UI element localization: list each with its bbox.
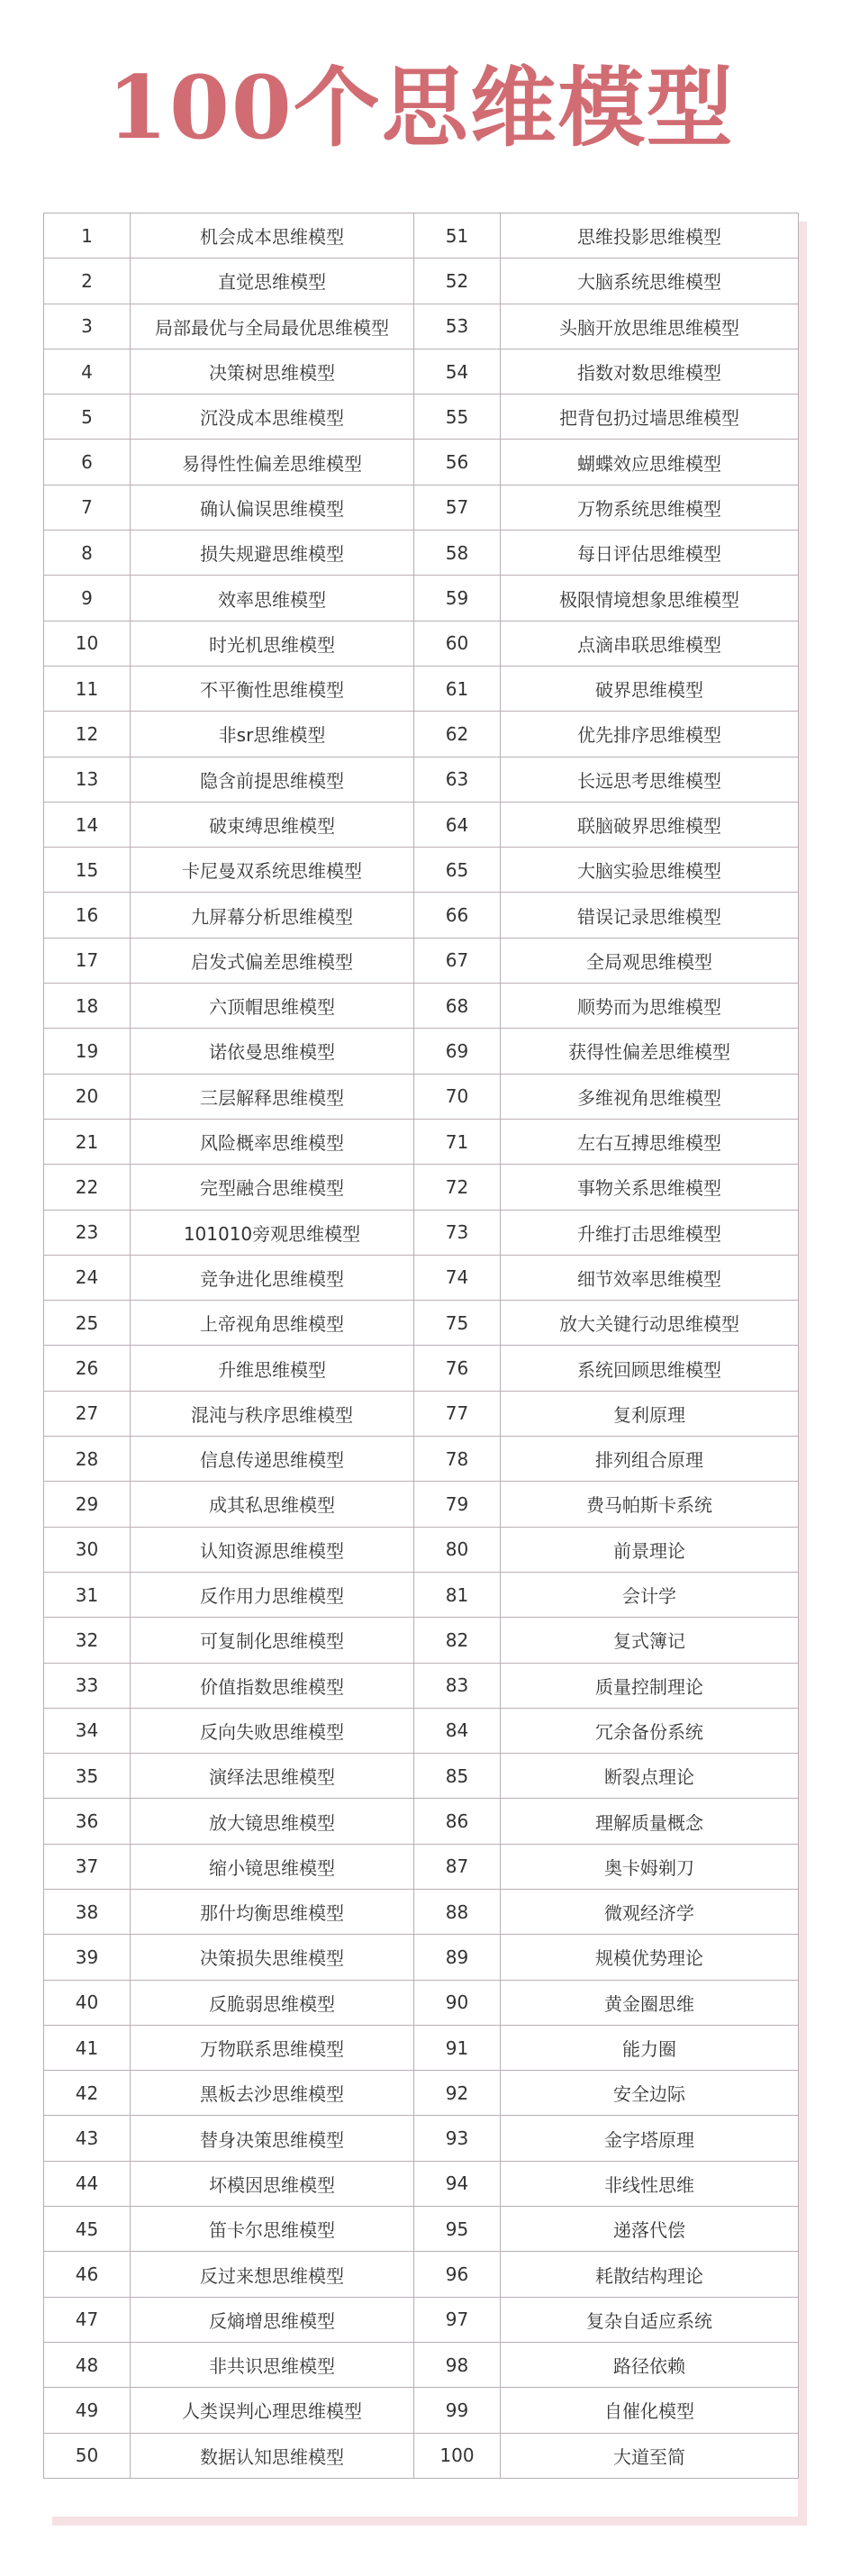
table-row bbox=[44, 1165, 799, 1210]
model-number-right: 74 bbox=[414, 1255, 501, 1300]
model-number-right: 82 bbox=[414, 1618, 501, 1663]
model-name-right: 耗散结构理论 bbox=[501, 2252, 799, 2297]
model-number-left: 50 bbox=[44, 2433, 131, 2478]
model-name-right: 规模优势理论 bbox=[501, 1935, 799, 1980]
model-name-right: 长远思考思维模型 bbox=[501, 757, 799, 802]
table-row bbox=[44, 1935, 799, 1980]
model-number-left: 19 bbox=[44, 1029, 131, 1074]
model-number-left: 6 bbox=[44, 440, 131, 485]
table-row bbox=[44, 1119, 799, 1164]
table-row bbox=[44, 2161, 799, 2206]
table-row bbox=[44, 1029, 799, 1074]
model-name-right: 点滴串联思维模型 bbox=[501, 621, 799, 666]
model-name-right: 黄金圈思维 bbox=[501, 1980, 799, 2025]
model-number-left: 48 bbox=[44, 2342, 131, 2387]
model-number-left: 16 bbox=[44, 893, 131, 938]
model-name-right: 事物关系思维模型 bbox=[501, 1165, 799, 1210]
model-name-left: 九屏幕分析思维模型 bbox=[131, 893, 414, 938]
table-row bbox=[44, 1437, 799, 1482]
model-name-left: 坏模因思维模型 bbox=[131, 2161, 414, 2206]
model-number-left: 42 bbox=[44, 2071, 131, 2116]
model-name-left: 效率思维模型 bbox=[131, 576, 414, 621]
model-number-right: 52 bbox=[414, 259, 501, 304]
model-number-right: 58 bbox=[414, 531, 501, 576]
model-name-right: 破界思维模型 bbox=[501, 666, 799, 711]
model-name-right: 把背包扔过墙思维模型 bbox=[501, 395, 799, 440]
model-name-left: 非sr思维模型 bbox=[131, 712, 414, 757]
page-title: 100个思维模型 bbox=[107, 57, 735, 159]
model-name-right: 非线性思维 bbox=[501, 2161, 799, 2206]
model-name-left: 三层解释思维模型 bbox=[131, 1074, 414, 1119]
model-name-left: 反脆弱思维模型 bbox=[131, 1980, 414, 2025]
table-row bbox=[44, 259, 799, 304]
model-name-left: 诺依曼思维模型 bbox=[131, 1029, 414, 1074]
model-name-right: 左右互搏思维模型 bbox=[501, 1119, 799, 1164]
model-number-right: 81 bbox=[414, 1572, 501, 1617]
model-number-left: 30 bbox=[44, 1527, 131, 1572]
table-row bbox=[44, 1980, 799, 2025]
model-number-right: 83 bbox=[414, 1663, 501, 1708]
model-name-left: 黑板去沙思维模型 bbox=[131, 2071, 414, 2116]
model-name-right: 系统回顾思维模型 bbox=[501, 1346, 799, 1391]
model-number-right: 55 bbox=[414, 395, 501, 440]
model-name-left: 万物联系思维模型 bbox=[131, 2025, 414, 2070]
model-number-left: 39 bbox=[44, 1935, 131, 1980]
table-row bbox=[44, 938, 799, 983]
table-row bbox=[44, 576, 799, 621]
model-name-right: 安全边际 bbox=[501, 2071, 799, 2116]
model-number-right: 98 bbox=[414, 2342, 501, 2387]
model-name-right: 微观经济学 bbox=[501, 1889, 799, 1934]
model-name-right: 优先排序思维模型 bbox=[501, 712, 799, 757]
model-name-left: 人类误判心理思维模型 bbox=[131, 2388, 414, 2433]
model-number-left: 17 bbox=[44, 938, 131, 983]
model-name-left: 升维思维模型 bbox=[131, 1346, 414, 1391]
model-number-right: 93 bbox=[414, 2116, 501, 2161]
table-row bbox=[44, 1074, 799, 1119]
model-number-left: 27 bbox=[44, 1391, 131, 1436]
model-name-right: 费马帕斯卡系统 bbox=[501, 1482, 799, 1527]
table-row bbox=[44, 1346, 799, 1391]
model-name-left: 反过来想思维模型 bbox=[131, 2252, 414, 2297]
model-number-left: 32 bbox=[44, 1618, 131, 1663]
model-name-left: 局部最优与全局最优思维模型 bbox=[131, 304, 414, 349]
model-number-left: 3 bbox=[44, 304, 131, 349]
table-row bbox=[44, 1754, 799, 1799]
model-number-left: 45 bbox=[44, 2207, 131, 2252]
model-number-right: 99 bbox=[414, 2388, 501, 2433]
table-row bbox=[44, 1482, 799, 1527]
model-name-right: 自催化模型 bbox=[501, 2388, 799, 2433]
model-name-right: 理解质量概念 bbox=[501, 1799, 799, 1844]
model-number-right: 85 bbox=[414, 1754, 501, 1799]
table-row bbox=[44, 213, 799, 259]
model-number-right: 68 bbox=[414, 984, 501, 1029]
model-number-left: 9 bbox=[44, 576, 131, 621]
model-number-left: 23 bbox=[44, 1210, 131, 1255]
model-name-right: 大脑实验思维模型 bbox=[501, 848, 799, 893]
model-name-left: 非共识思维模型 bbox=[131, 2342, 414, 2387]
model-number-left: 1 bbox=[44, 213, 131, 259]
table-row bbox=[44, 712, 799, 757]
model-number-left: 13 bbox=[44, 757, 131, 802]
model-name-left: 不平衡性思维模型 bbox=[131, 666, 414, 711]
model-number-left: 7 bbox=[44, 485, 131, 530]
model-number-right: 62 bbox=[414, 712, 501, 757]
table-row bbox=[44, 621, 799, 666]
table-row bbox=[44, 1663, 799, 1708]
model-number-left: 35 bbox=[44, 1754, 131, 1799]
model-number-left: 24 bbox=[44, 1255, 131, 1300]
model-name-right: 前景理论 bbox=[501, 1527, 799, 1572]
models-card bbox=[43, 213, 798, 2517]
model-number-left: 47 bbox=[44, 2297, 131, 2342]
model-number-right: 97 bbox=[414, 2297, 501, 2342]
model-number-right: 56 bbox=[414, 440, 501, 485]
table-row bbox=[44, 893, 799, 938]
model-name-right: 多维视角思维模型 bbox=[501, 1074, 799, 1119]
model-number-right: 88 bbox=[414, 1889, 501, 1934]
model-number-right: 87 bbox=[414, 1844, 501, 1889]
model-number-right: 90 bbox=[414, 1980, 501, 2025]
model-name-left: 混沌与秩序思维模型 bbox=[131, 1391, 414, 1436]
model-number-right: 92 bbox=[414, 2071, 501, 2116]
table-row bbox=[44, 2207, 799, 2252]
table-row bbox=[44, 304, 799, 349]
model-number-left: 11 bbox=[44, 666, 131, 711]
model-number-right: 80 bbox=[414, 1527, 501, 1572]
model-name-left: 易得性性偏差思维模型 bbox=[131, 440, 414, 485]
model-name-left: 缩小镜思维模型 bbox=[131, 1844, 414, 1889]
model-name-right: 路径依赖 bbox=[501, 2342, 799, 2387]
model-number-right: 61 bbox=[414, 666, 501, 711]
model-number-left: 12 bbox=[44, 712, 131, 757]
table-row bbox=[44, 440, 799, 485]
model-name-left: 破束缚思维模型 bbox=[131, 802, 414, 847]
model-name-left: 隐含前提思维模型 bbox=[131, 757, 414, 802]
model-number-right: 100 bbox=[414, 2433, 501, 2478]
model-name-left: 演绎法思维模型 bbox=[131, 1754, 414, 1799]
table-row bbox=[44, 1618, 799, 1663]
model-name-right: 复式簿记 bbox=[501, 1618, 799, 1663]
table-row bbox=[44, 1889, 799, 1934]
table-row bbox=[44, 2342, 799, 2387]
model-name-right: 奥卡姆剃刀 bbox=[501, 1844, 799, 1889]
model-number-right: 75 bbox=[414, 1301, 501, 1346]
table-row bbox=[44, 2297, 799, 2342]
model-name-right: 思维投影思维模型 bbox=[501, 213, 799, 259]
model-name-left: 机会成本思维模型 bbox=[131, 213, 414, 259]
model-number-left: 33 bbox=[44, 1663, 131, 1708]
table-row bbox=[44, 1301, 799, 1346]
table-row bbox=[44, 1391, 799, 1436]
model-number-left: 36 bbox=[44, 1799, 131, 1844]
model-number-left: 38 bbox=[44, 1889, 131, 1934]
model-number-left: 18 bbox=[44, 984, 131, 1029]
model-name-right: 万物系统思维模型 bbox=[501, 485, 799, 530]
table-row bbox=[44, 1527, 799, 1572]
model-name-right: 极限情境想象思维模型 bbox=[501, 576, 799, 621]
model-number-right: 64 bbox=[414, 802, 501, 847]
model-name-left: 损失规避思维模型 bbox=[131, 531, 414, 576]
table-row bbox=[44, 531, 799, 576]
model-number-left: 20 bbox=[44, 1074, 131, 1119]
table-row bbox=[44, 349, 799, 394]
model-number-right: 96 bbox=[414, 2252, 501, 2297]
model-number-right: 78 bbox=[414, 1437, 501, 1482]
model-name-left: 决策损失思维模型 bbox=[131, 1935, 414, 1980]
table-row bbox=[44, 2433, 799, 2478]
model-name-left: 完型融合思维模型 bbox=[131, 1165, 414, 1210]
model-number-right: 79 bbox=[414, 1482, 501, 1527]
model-number-left: 10 bbox=[44, 621, 131, 666]
model-name-right: 升维打击思维模型 bbox=[501, 1210, 799, 1255]
model-name-right: 指数对数思维模型 bbox=[501, 349, 799, 394]
model-name-right: 联脑破界思维模型 bbox=[501, 802, 799, 847]
model-number-right: 65 bbox=[414, 848, 501, 893]
model-name-right: 大道至简 bbox=[501, 2433, 799, 2478]
table-row bbox=[44, 485, 799, 530]
model-number-right: 73 bbox=[414, 1210, 501, 1255]
table-row bbox=[44, 802, 799, 847]
model-name-left: 信息传递思维模型 bbox=[131, 1437, 414, 1482]
model-name-right: 全局观思维模型 bbox=[501, 938, 799, 983]
model-name-left: 时光机思维模型 bbox=[131, 621, 414, 666]
model-number-right: 86 bbox=[414, 1799, 501, 1844]
model-name-right: 放大关键行动思维模型 bbox=[501, 1301, 799, 1346]
model-number-right: 60 bbox=[414, 621, 501, 666]
table-row bbox=[44, 1799, 799, 1844]
model-number-left: 44 bbox=[44, 2161, 131, 2206]
model-name-left: 可复制化思维模型 bbox=[131, 1618, 414, 1663]
model-number-right: 91 bbox=[414, 2025, 501, 2070]
table-row bbox=[44, 2071, 799, 2116]
model-number-left: 22 bbox=[44, 1165, 131, 1210]
model-number-left: 37 bbox=[44, 1844, 131, 1889]
table-row bbox=[44, 1708, 799, 1753]
model-name-left: 数据认知思维模型 bbox=[131, 2433, 414, 2478]
model-name-left: 沉没成本思维模型 bbox=[131, 395, 414, 440]
model-number-right: 51 bbox=[414, 213, 501, 259]
model-number-left: 43 bbox=[44, 2116, 131, 2161]
model-number-left: 40 bbox=[44, 1980, 131, 2025]
model-name-right: 每日评估思维模型 bbox=[501, 531, 799, 576]
model-name-right: 质量控制理论 bbox=[501, 1663, 799, 1708]
model-number-right: 67 bbox=[414, 938, 501, 983]
table-row bbox=[44, 1844, 799, 1889]
table-row bbox=[44, 395, 799, 440]
model-name-left: 替身决策思维模型 bbox=[131, 2116, 414, 2161]
model-number-right: 71 bbox=[414, 1119, 501, 1164]
model-name-left: 竞争进化思维模型 bbox=[131, 1255, 414, 1300]
model-number-left: 8 bbox=[44, 531, 131, 576]
model-number-right: 70 bbox=[414, 1074, 501, 1119]
model-name-left: 反熵增思维模型 bbox=[131, 2297, 414, 2342]
model-number-right: 95 bbox=[414, 2207, 501, 2252]
model-number-left: 34 bbox=[44, 1708, 131, 1753]
model-name-left: 认知资源思维模型 bbox=[131, 1527, 414, 1572]
table-row bbox=[44, 1210, 799, 1255]
model-number-left: 2 bbox=[44, 259, 131, 304]
model-name-left: 成其私思维模型 bbox=[131, 1482, 414, 1527]
model-name-left: 启发式偏差思维模型 bbox=[131, 938, 414, 983]
model-number-right: 57 bbox=[414, 485, 501, 530]
model-number-right: 77 bbox=[414, 1391, 501, 1436]
table-row bbox=[44, 1572, 799, 1617]
model-number-right: 76 bbox=[414, 1346, 501, 1391]
model-name-right: 复利原理 bbox=[501, 1391, 799, 1436]
model-name-right: 复杂自适应系统 bbox=[501, 2297, 799, 2342]
model-name-right: 冗余备份系统 bbox=[501, 1708, 799, 1753]
model-name-right: 能力圈 bbox=[501, 2025, 799, 2070]
table-row bbox=[44, 2252, 799, 2297]
model-number-right: 54 bbox=[414, 349, 501, 394]
model-number-right: 63 bbox=[414, 757, 501, 802]
model-name-right: 细节效率思维模型 bbox=[501, 1255, 799, 1300]
model-name-left: 风险概率思维模型 bbox=[131, 1119, 414, 1164]
table-row bbox=[44, 2388, 799, 2433]
model-number-left: 26 bbox=[44, 1346, 131, 1391]
model-number-left: 28 bbox=[44, 1437, 131, 1482]
model-number-left: 15 bbox=[44, 848, 131, 893]
model-number-left: 29 bbox=[44, 1482, 131, 1527]
table-row bbox=[44, 848, 799, 893]
model-name-right: 断裂点理论 bbox=[501, 1754, 799, 1799]
model-name-left: 直觉思维模型 bbox=[131, 259, 414, 304]
table-row bbox=[44, 984, 799, 1029]
model-number-right: 59 bbox=[414, 576, 501, 621]
model-number-right: 72 bbox=[414, 1165, 501, 1210]
model-number-right: 84 bbox=[414, 1708, 501, 1753]
model-number-left: 31 bbox=[44, 1572, 131, 1617]
model-number-left: 41 bbox=[44, 2025, 131, 2070]
table-row bbox=[44, 757, 799, 802]
models-table-body bbox=[44, 213, 799, 2479]
model-name-right: 递落代偿 bbox=[501, 2207, 799, 2252]
model-name-right: 获得性偏差思维模型 bbox=[501, 1029, 799, 1074]
model-number-left: 25 bbox=[44, 1301, 131, 1346]
model-number-left: 14 bbox=[44, 802, 131, 847]
model-name-right: 头脑开放思维思维模型 bbox=[501, 304, 799, 349]
model-number-right: 69 bbox=[414, 1029, 501, 1074]
model-name-left: 决策树思维模型 bbox=[131, 349, 414, 394]
models-table bbox=[43, 213, 799, 2479]
model-name-left: 反向失败思维模型 bbox=[131, 1708, 414, 1753]
model-name-left: 确认偏误思维模型 bbox=[131, 485, 414, 530]
model-number-left: 46 bbox=[44, 2252, 131, 2297]
table-row bbox=[44, 1255, 799, 1300]
model-name-left: 上帝视角思维模型 bbox=[131, 1301, 414, 1346]
model-number-right: 66 bbox=[414, 893, 501, 938]
model-name-right: 顺势而为思维模型 bbox=[501, 984, 799, 1029]
model-name-left: 放大镜思维模型 bbox=[131, 1799, 414, 1844]
model-name-left: 101010旁观思维模型 bbox=[131, 1210, 414, 1255]
model-number-left: 49 bbox=[44, 2388, 131, 2433]
model-name-right: 会计学 bbox=[501, 1572, 799, 1617]
model-name-right: 排列组合原理 bbox=[501, 1437, 799, 1482]
model-name-left: 那什均衡思维模型 bbox=[131, 1889, 414, 1934]
table-row bbox=[44, 2025, 799, 2070]
model-number-left: 5 bbox=[44, 395, 131, 440]
model-number-left: 21 bbox=[44, 1119, 131, 1164]
model-name-left: 价值指数思维模型 bbox=[131, 1663, 414, 1708]
model-name-right: 错误记录思维模型 bbox=[501, 893, 799, 938]
table-row bbox=[44, 2116, 799, 2161]
model-name-left: 笛卡尔思维模型 bbox=[131, 2207, 414, 2252]
model-number-left: 4 bbox=[44, 349, 131, 394]
model-name-left: 卡尼曼双系统思维模型 bbox=[131, 848, 414, 893]
model-number-right: 53 bbox=[414, 304, 501, 349]
model-number-right: 94 bbox=[414, 2161, 501, 2206]
table-row bbox=[44, 666, 799, 711]
model-name-right: 金字塔原理 bbox=[501, 2116, 799, 2161]
model-name-left: 反作用力思维模型 bbox=[131, 1572, 414, 1617]
model-name-right: 蝴蝶效应思维模型 bbox=[501, 440, 799, 485]
model-name-left: 六顶帽思维模型 bbox=[131, 984, 414, 1029]
model-name-right: 大脑系统思维模型 bbox=[501, 259, 799, 304]
model-number-right: 89 bbox=[414, 1935, 501, 1980]
